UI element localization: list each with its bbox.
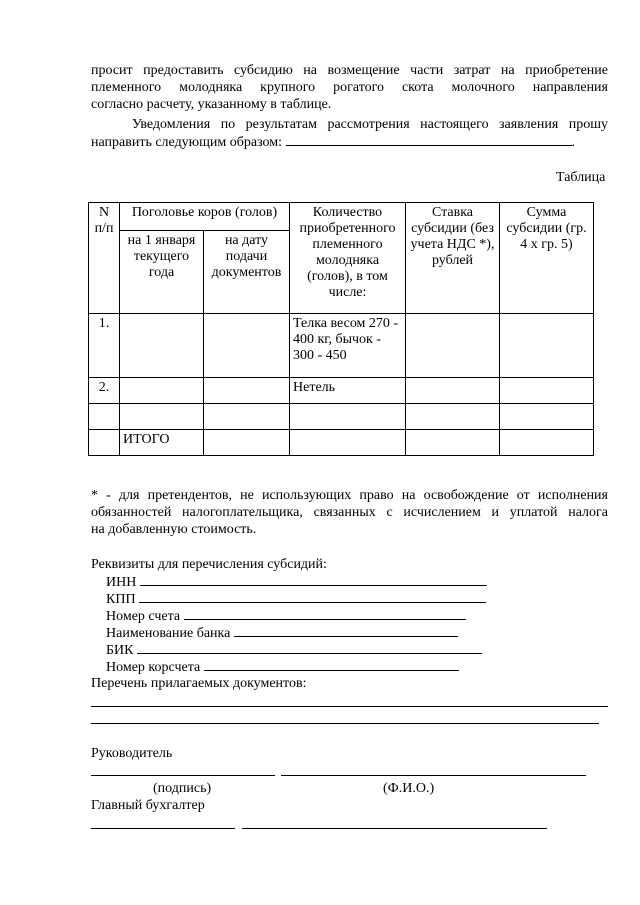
account-field[interactable] [184,607,466,620]
row-2-rate[interactable] [406,378,500,404]
bank-field[interactable] [234,624,458,637]
corr-label: Номер корсчета [106,660,201,675]
row-2-sum[interactable] [500,378,594,404]
fio-caption: (Ф.И.О.) [383,781,435,796]
header-cows: Поголовье коров (голов) [120,203,290,231]
head-fio-field[interactable] [281,775,586,776]
head-signature-field[interactable] [91,775,275,776]
table-caption: Таблица [556,170,606,185]
total-number [89,430,120,456]
row-2-date[interactable] [204,378,290,404]
accountant-label: Главный бухгалтер [91,798,205,813]
documents-line-2[interactable] [91,723,599,724]
bank-label: Наименование банка [106,626,231,641]
header-rate: Ставка субсидии (без учета НДС *), рублей [406,203,500,314]
table-row [89,404,594,430]
footnote-line-2: обязанностей налогоплательщика, связанных с исчислением и уплатой налога [91,505,608,520]
subsidy-table [88,202,594,456]
notice-line-1: Уведомления по результатам рассмотрения настоящего заявления прошу [132,117,608,132]
documents-title: Перечень прилагаемых документов: [91,676,307,691]
row-3-jan[interactable] [120,404,204,430]
header-sum: Сумма субсидии (гр. 4 x гр. 5) [500,203,594,314]
accountant-fio-field[interactable] [242,828,547,829]
kpp-field[interactable] [139,590,486,603]
total-sum[interactable] [500,430,594,456]
bik-label: БИК [106,643,134,658]
header-submission-date: на дату подачи документов [204,231,290,314]
row-1-sum[interactable] [500,314,594,378]
kpp-row [106,590,486,608]
bank-row [106,624,458,642]
bik-row [106,641,482,659]
footnote-line-3: на добавленную стоимость. [91,522,257,537]
row-3-sum[interactable] [500,404,594,430]
accountant-signature-field[interactable] [91,828,235,829]
header-number: N п/п [89,203,120,314]
head-label: Руководитель [91,746,173,761]
intro-line-3: согласно расчету, указанному в таблице. [91,97,332,112]
header-quantity: Количество приобретенного племенного молодняка (голов), в том числе: [290,203,406,314]
row-2-jan[interactable] [120,378,204,404]
notice-line-2: направить следующим образом: . [91,135,576,150]
sign-caption: (подпись) [153,781,212,796]
row-1-rate[interactable] [406,314,500,378]
row-3-quantity[interactable] [290,404,406,430]
documents-line-1[interactable] [91,706,608,707]
intro-line-2: племенного молодняка крупного рогатого скота молочного направления [91,80,608,95]
row-1-quantity: Телка весом 270 - 400 кг, бычок - 300 - 450 [290,314,406,378]
total-quantity[interactable] [290,430,406,456]
table-row [89,430,594,456]
total-date[interactable] [204,430,290,456]
inn-field[interactable] [140,573,487,586]
corr-field[interactable] [204,658,459,671]
kpp-label: КПП [106,592,136,607]
row-2-number: 2. [89,378,120,404]
corr-row [106,658,459,676]
row-3-date[interactable] [204,404,290,430]
row-2-quantity: Нетель [290,378,406,404]
account-row [106,607,466,625]
intro-line-1: просит предоставить субсидию на возмещение части затрат на приобретение [91,63,608,78]
row-1-date[interactable] [204,314,290,378]
row-3-number[interactable] [89,404,120,430]
total-label: ИТОГО [120,430,204,456]
row-3-rate[interactable] [406,404,500,430]
inn-row [106,573,487,591]
notice-method-field[interactable] [286,133,572,146]
account-label: Номер счета [106,609,181,624]
total-rate[interactable] [406,430,500,456]
notice-line-2-text: направить следующим образом: [91,135,283,150]
bik-field[interactable] [137,641,482,654]
table-row [89,314,594,378]
row-1-number: 1. [89,314,120,378]
table-row [89,378,594,404]
inn-label: ИНН [106,575,137,590]
footnote-line-1: * - для претендентов, не использующих право на освобождение от исполнения [91,488,608,503]
header-jan-1: на 1 января текущего года [120,231,204,314]
row-1-jan[interactable] [120,314,204,378]
requisites-title: Реквизиты для перечисления субсидий: [91,557,327,572]
